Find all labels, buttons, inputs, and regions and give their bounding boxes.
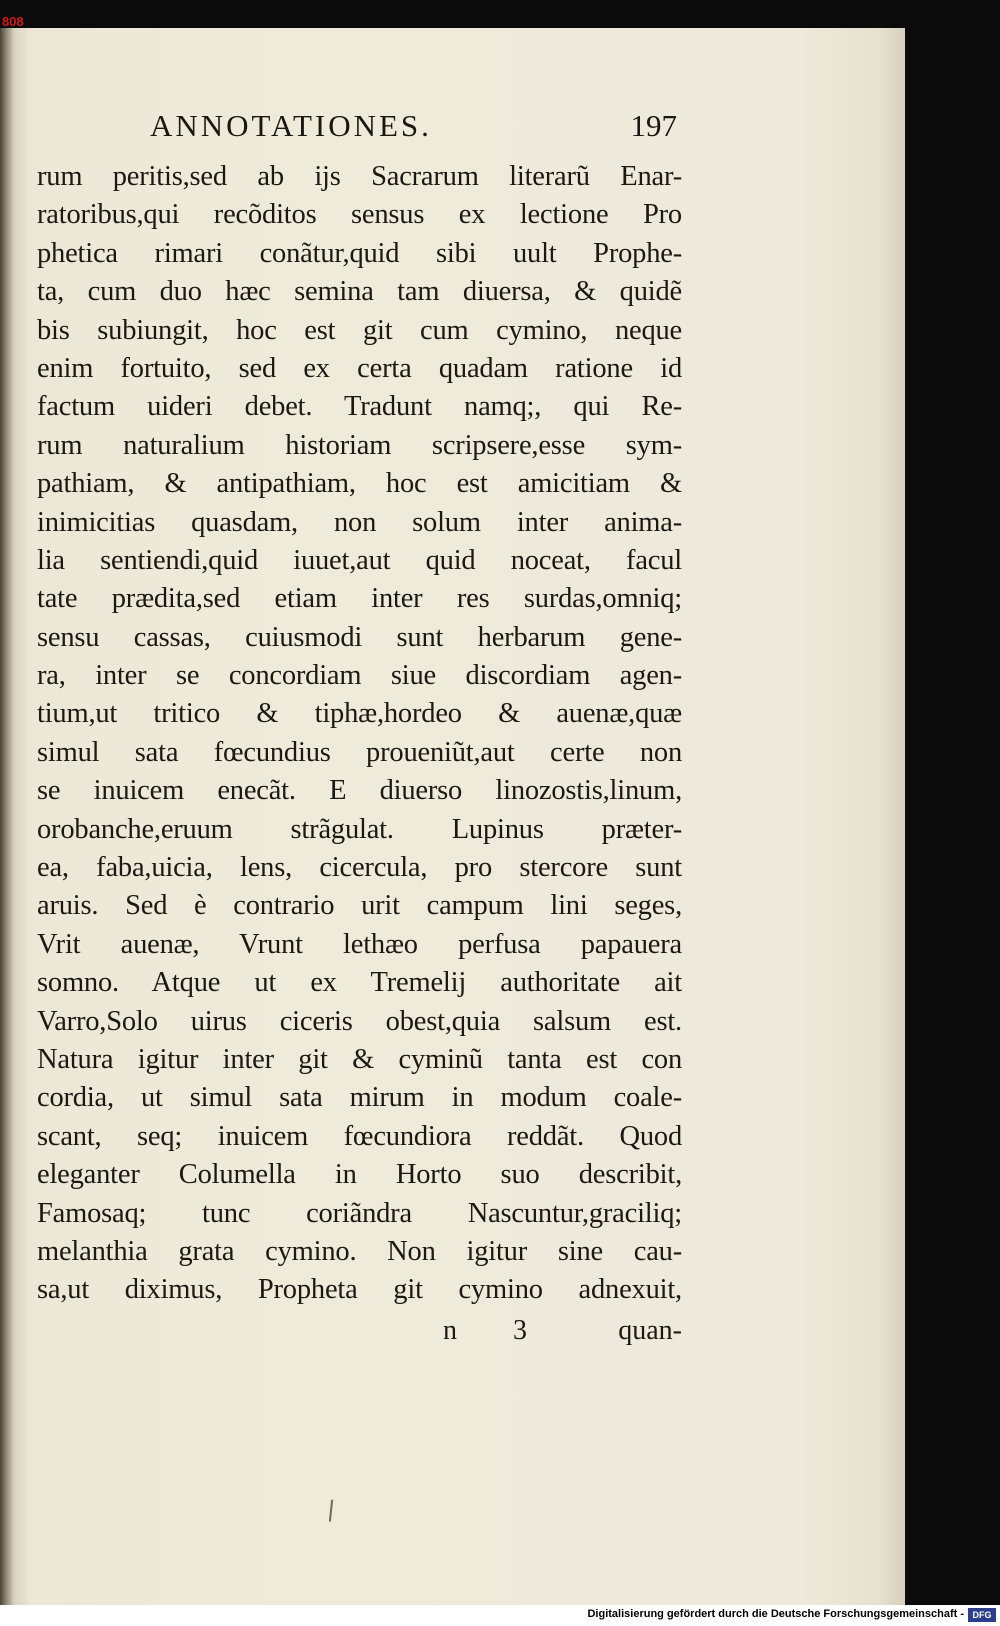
page-number: 197: [630, 108, 677, 143]
text-line: orobanche,eruum strãgulat. Lupinus præter-: [37, 813, 682, 845]
text-line: ea, faba,uicia, lens, cicercula, pro stercore sunt: [37, 852, 682, 884]
text-line: rum peritis,sed ab ijs Sacrarum literarũ Enar-: [37, 161, 682, 192]
page-shadow: [905, 28, 1000, 1605]
text-line: Vrit auenæ, Vrunt lethæo perfusa papauera: [37, 928, 682, 960]
text-line: scant, seq; inuicem fœcundiora reddãt. Quod: [37, 1120, 682, 1152]
catchline: [37, 1315, 682, 1351]
text-line: tium,ut tritico & tiphæ,hordeo & auenæ,quæ: [37, 698, 682, 730]
footer-bar: [0, 1605, 1000, 1626]
text-line: cordia, ut simul sata mirum in modum coale-: [37, 1082, 682, 1114]
catchword: quan-: [618, 1315, 682, 1346]
running-head: [140, 108, 685, 148]
text-line: simul sata fœcundius proueniũt,aut certe non: [37, 736, 682, 768]
text-line: sa,ut diximus, Propheta git cymino adnexuit,: [37, 1274, 682, 1306]
text-line: sensu cassas, cuiusmodi sunt herbarum gene-: [37, 621, 682, 653]
text-line: enim fortuito, sed ex certa quadam ratione id: [37, 352, 682, 384]
text-line: ra, inter se concordiam siue discordiam agen-: [37, 660, 682, 692]
text-line: rum naturalium historiam scripsere,esse sym-: [37, 429, 682, 461]
text-line: melanthia grata cymino. Non igitur sine cau-: [37, 1235, 682, 1267]
signature-number: 3: [513, 1315, 527, 1346]
signature-mark: n: [443, 1315, 457, 1346]
body-text: [37, 158, 682, 1310]
text-line: ratoribus,qui recõditos sensus ex lectione Pro: [37, 199, 682, 231]
text-line: phetica rimari conãtur,quid sibi uult Prophe-: [37, 237, 682, 269]
text-line: se inuicem enecãt. E diuerso linozostis,linum,: [37, 775, 682, 807]
text-line: tate prædita,sed etiam inter res surdas,omniq;: [37, 583, 682, 615]
text-line: aruis. Sed è contrario urit campum lini seges,: [37, 890, 682, 922]
dfg-logo: DFG: [968, 1608, 996, 1622]
text-line: pathiam, & antipathiam, hoc est amicitiam &: [37, 468, 682, 500]
text-line: bis subiungit, hoc est git cum cymino, neque: [37, 314, 682, 346]
page-stamp: 808: [2, 14, 24, 29]
text-line: Varro,Solo uirus ciceris obest,quia salsum est.: [37, 1005, 682, 1037]
text-line: somno. Atque ut ex Tremelij authoritate ait: [37, 967, 682, 999]
running-head-title: ANNOTATIONES.: [150, 108, 432, 143]
text-line: ta, cum duo hæc semina tam diuersa, & quidẽ: [37, 276, 682, 308]
text-line: inimicitias quasdam, non solum inter anima-: [37, 506, 682, 538]
text-line: Famosaq; tunc coriãndra Nascuntur,graciliq;: [37, 1197, 682, 1229]
text-line: Natura igitur inter git & cyminũ tanta est con: [37, 1043, 682, 1075]
text-line: lia sentiendi,quid iuuet,aut quid noceat, facul: [37, 544, 682, 576]
text-line: factum uideri debet. Tradunt namq;, qui Re-: [37, 391, 682, 423]
funding-credit: Digitalisierung gefördert durch die Deutsche Forschungsgemeinschaft -: [587, 1608, 964, 1620]
text-line: eleganter Columella in Horto suo describit,: [37, 1159, 682, 1191]
